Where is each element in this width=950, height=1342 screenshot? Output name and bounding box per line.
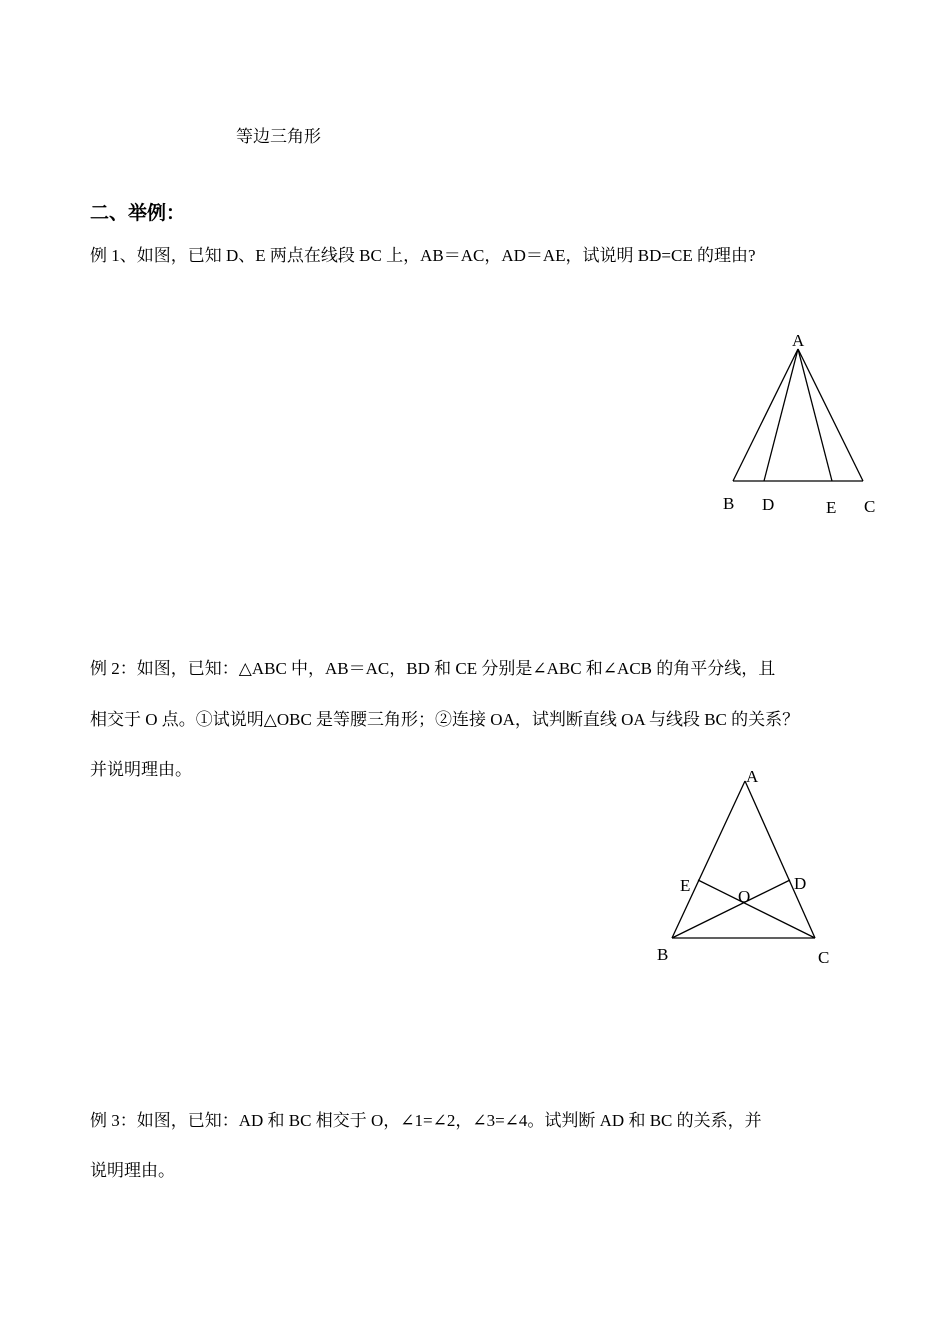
example2-line-1: 例 2：如图，已知：△ABC 中，AB＝AC，BD 和 CE 分别是∠ABC 和∠ACB 的角平分线，且: [90, 659, 776, 678]
fig1-label-a: A: [792, 331, 805, 350]
fig2-label-d: D: [794, 874, 807, 893]
example1-text: 例 1、如图，已知 D、E 两点在线段 BC 上，AB＝AC，AD＝AE，试说明 BD=CE 的理由?: [90, 246, 756, 265]
fig2-label-e: E: [680, 876, 691, 895]
fig2-label-c: C: [818, 948, 830, 967]
example2-line-3: 并说明理由。: [90, 760, 192, 779]
fig1-label-e: E: [826, 498, 837, 517]
example3-line-1: 例 3：如图，已知：AD 和 BC 相交于 O，∠1=∠2，∠3=∠4。试判断 AD 和 BC 的关系，并: [90, 1111, 762, 1130]
fig1-label-b: B: [723, 494, 735, 513]
fig2-segment-AC: [745, 781, 815, 938]
example3-line-2: 说明理由。: [90, 1161, 175, 1180]
fig2-segment-AB: [672, 781, 745, 938]
fig2-label-a: A: [746, 767, 759, 786]
example2-line-2: 相交于 O 点。①试说明△OBC 是等腰三角形；②连接 OA，试判断直线 OA 与线段 BC 的关系？: [90, 710, 800, 729]
fig2-label-b: B: [657, 945, 669, 964]
fig1-label-c: C: [864, 497, 876, 516]
fig2-label-o: O: [738, 887, 751, 906]
top-line-text: 等边三角形: [236, 127, 321, 146]
section-heading: 二、举例：: [90, 203, 186, 224]
fig1-label-d: D: [762, 495, 775, 514]
